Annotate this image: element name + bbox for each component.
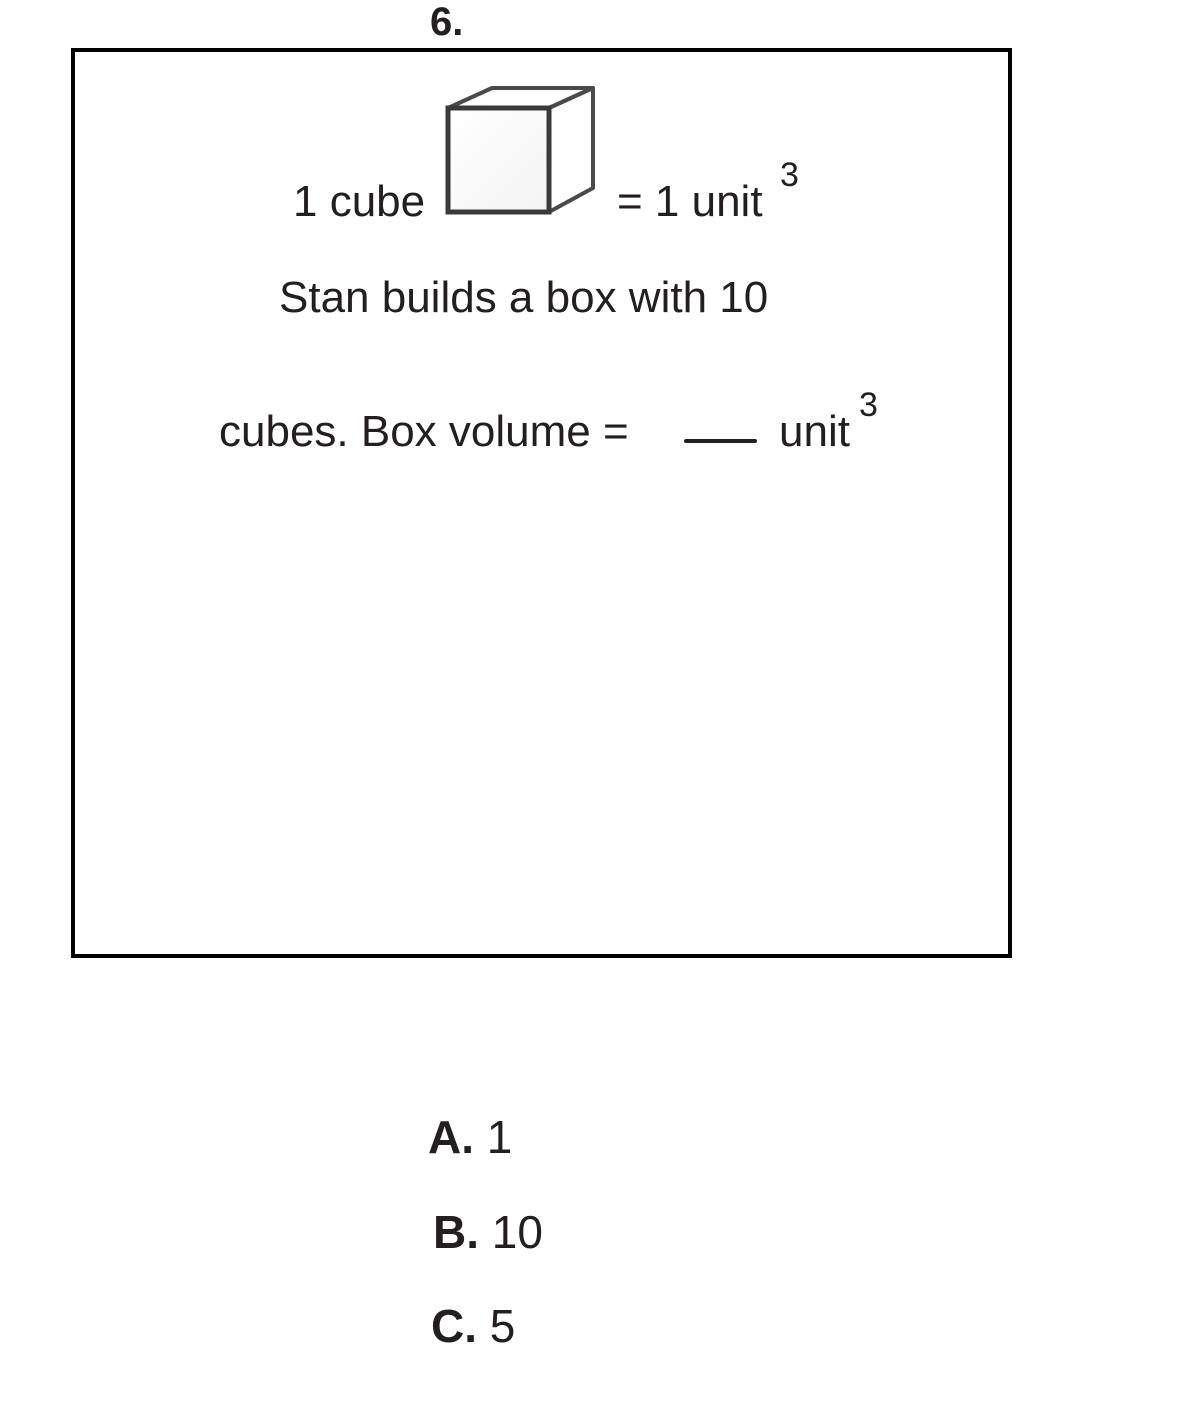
choice-value: 1 bbox=[486, 1111, 513, 1163]
question-number: 6. bbox=[430, 0, 464, 44]
volume-unit-exponent: 3 bbox=[859, 386, 878, 424]
problem-text-line: Stan builds a box with 10 bbox=[279, 273, 769, 322]
choice-value: 10 bbox=[491, 1206, 543, 1258]
unit-equation: = 1 unit bbox=[617, 177, 763, 226]
choice-letter: A. bbox=[428, 1111, 474, 1163]
choice-a[interactable] bbox=[428, 1112, 512, 1162]
problem-text-line: cubes. Box volume = bbox=[219, 407, 629, 456]
cube-icon bbox=[443, 84, 599, 220]
choice-c[interactable] bbox=[431, 1301, 515, 1351]
volume-unit: unit bbox=[779, 407, 850, 456]
choice-letter: B. bbox=[433, 1206, 479, 1258]
answer-blank bbox=[684, 439, 757, 443]
unit-exponent: 3 bbox=[780, 156, 799, 194]
choice-b[interactable] bbox=[433, 1207, 543, 1257]
cube-label: 1 cube bbox=[293, 177, 426, 226]
choice-value: 5 bbox=[489, 1300, 516, 1352]
choice-letter: C. bbox=[431, 1300, 477, 1352]
